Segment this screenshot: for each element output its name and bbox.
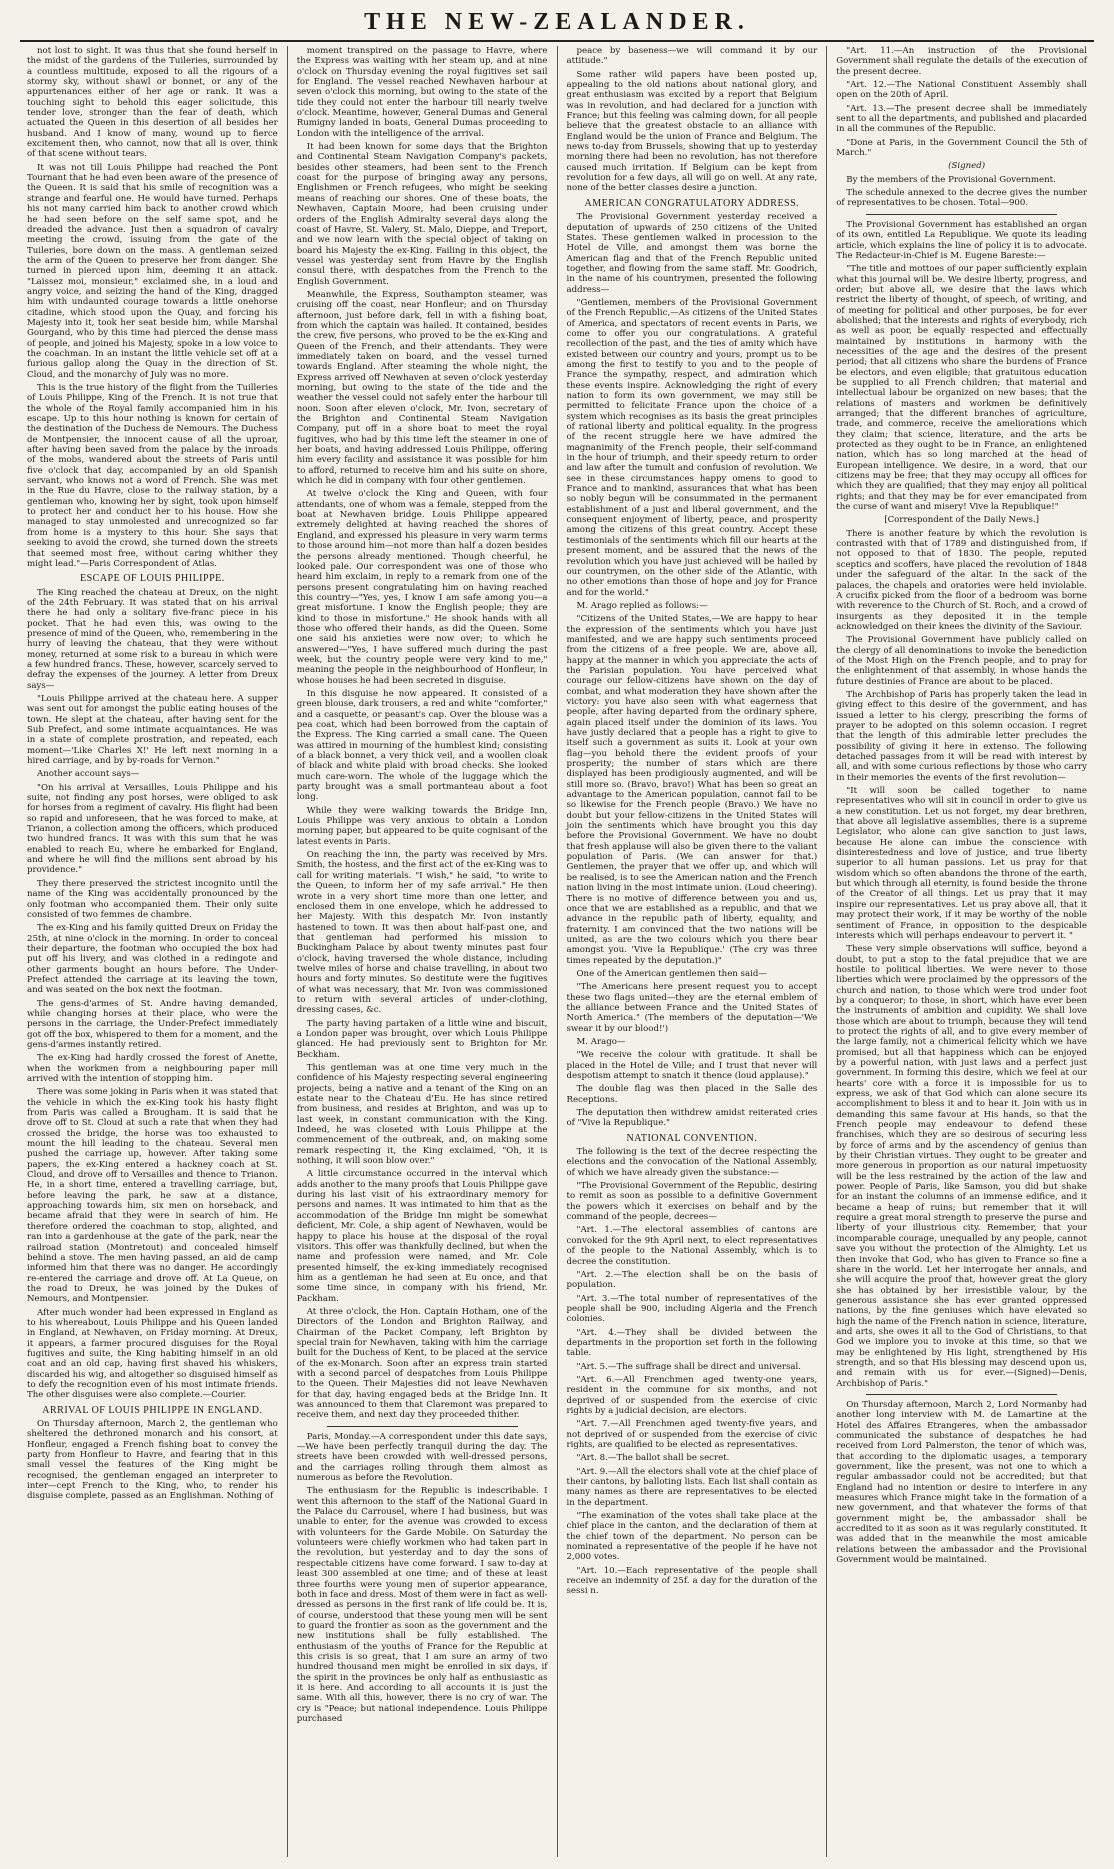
article-paragraph: The enthusiasm for the Republic is indescribable. I went this afternoon to the staff of the National Guard in the Palace du Carrousel, where I had business, but was unable to enter, for the avenue was crowded to excess with volunteers for the Garde Mobile. On Saturday the volunteers were chiefly workmen who had taken part in the revolution, but yesterday and to day the sons of respectable citizens have come forward. I saw to-day at least 300 assembled at one time; and of these at least three fourths were young men of superior appearance, both in face and dress. Most of them were in fact as well-dressed as persons in the first rank of life could be. It is, of course, understood that these young men will be sent to guard the frontier as soon as the government and the new institutions shall be fully established. The enthusiasm of the youths of France for the Republic at this crisis is so great, that I am sure an army of two hundred thousand men might be enrolled in six days, if the spirit in the provinces be only half as enthusiastic as it is here. And according to all accounts it is just the same. With all this, however, there is no cry of war. The cry is "Peace; but national independence. Louis Philippe purchased <box>296 1486 548 1724</box>
article-paragraph: M. Arago replied as follows:— <box>576 600 708 611</box>
article-paragraph: The double flag was then placed in the Salle des Receptions. <box>566 1084 818 1105</box>
article-heading: AMERICAN CONGRATULATORY ADDRESS. <box>584 197 800 209</box>
article-paragraph: These very simple observations will suffice, beyond a doubt, to put a stop to the fatal prejudice that we are hostile to political liberties. We were never to those liberties which were proclaimed by the oppressors of the church and nation, to those which were trod under foot by a conqueror; to those, in short, which have ever been the instruments of ambition and cupidity. We shall love those which are about to triumph, because they will tend to protect the rights of all, and to give every member of the large family, not a chimerical felicity which we have promised, but all that happiness which can be enjoyed by a powerful nation, with just laws and a perfect just government. In forming this desire, which we feel at our hearts' core with a force it is impossible for us to express, we ask of that God which can alone secure its accomplishment to bless it and to hear it. Join with us in demanding this same favour at His hands, so that the French people may endeavour to defend these franchises, which they are so desirous of securing less by force of arms and by the ascendency of genius than by their Christian virtues. They ought to be greater and more generous in proportion as our natural impetuosity will be the less restrained by the action of the law and power. People of Paris, like Samson, you did but shake for an instant the columns of an immense edifice, and it became a heap of ruins; but remember that it will require a great moral strength to preserve the purse and liberty of your illustrious city. Remember, that your incomparable courage, unequalled by any people, cannot save you without the protection of the Almighty. Let us then invoke that God, who has given to France so fine a share in the world. Let her interrogate her annals, and she will acquire the proof that, however great the glory she has obtained by her irresistible valour, by the generous assistance she has ever granted oppressed nations, by the fine geniuses which have elevated so high the name of the French nation in science, literature, and arts, she owes it all to the God of Christians, to that God we implore you to invoke at this time, so that we may be enlightened by His light, strengthened by His strength, and so that His blessing may descend upon us, and remain with us for ever.—(Signed)—Denis, Archbishop of Paris." <box>836 944 1087 1389</box>
article-paragraph: "Art. 9.—All the electors shall vote at the chief place of their cantons, by balloting lists. Each list shall contain as many names as there are representatives to be elected in the department. <box>566 1466 818 1508</box>
column-3 <box>558 46 828 1857</box>
article-paragraph: "The examination of the votes shall take place at the chief place in the canton, and the declaration of them at the chief town of the department. No person can be nominated a representative of the people if he have not 2,000 votes. <box>566 1511 818 1563</box>
article-paragraph: On reaching the inn, the party was received by Mrs. Smith, the hostess, and the first act of the ex-King was to call for writing materials. "I wish," he said, "to write to the Queen, to inform her of my safe arrival." He then wrote in a very short time more than one letter, and enclosed them in one envelope, which he addressed to her Majesty. With this despatch Mr. Ivon instantly hastened to town. It was then about half-past one, and that gentleman had performed his mission to Buckingham Palace by about twenty minutes past four o'clock, having traversed the whole distance, including twelve miles of horse and chaise travelling, in about two hours and forty minutes. So destitute were the fugitives of what was necessary, that Mr. Ivon was commissioned to return with several articles of under-clothing, dressing cases, &c. <box>296 850 548 1016</box>
article-paragraph: "Citizens of the United States,—We are happy to hear the expression of the sentiments which you have just manifested, and we are happy such sentiments proceed from the citizens of a free people. We are, above all, happy at the manner in which you appreciate the acts of the Parisian population. You have perceived what courage our fellow-citizens have shown on the day of combat, and what moderation they have shown after the victory: you have also seen with what eagerness that people, after having departed from the ordinary sphere, again placed itself under the dominion of its laws. You have justly declared that a people has a right to give to itself such a government as suits it. Look at your own flag—you behold there the evident proofs of your prosperity; the number of stars which are there displayed has been prodigiously augmented, and will be still more so. (Bravo, bravo!) What has been so great an advantage to the American population, cannot fail to be so likewise for the French people (Bravo.) We have no doubt but your fellow-citizens in the United States will join the sentiments which have brought you this day before the Provisional Government. We have no doubt that fresh applause will also be given there to the valiant population of Paris. (We can answer for that.) Gentlemen, the prayer that we offer up, and which will be realised, is to see the American nation and the French nation living in the most intimate union. (Loud cheering). There is no motive of difference between you and us, once that we are established as a republic, and that we advance in the republic path of liberty, equality, and fraternity. I am convinced that the two nations will be united, as are the two colours which you there bear amongst you. 'Vive la Republique.' (The cry was three times repeated by the deputation.)" <box>566 614 818 966</box>
article-paragraph: Another account says— <box>37 769 140 780</box>
article-paragraph: There is another feature by which the revolution is contrasted with that of 1789 and distinguished from, if not opposed to that of 1830. The people, reputed sceptics and scoffers, have placed the revolution of 1848 under the safeguard of the altar. In the sack of the palaces, the chapels and oratories were held inviolable. A crucifix picked from the floor of a bedroom was borne with reverence to the Church of St. Roch, and a crowd of insurgents as they deposited it in the temple acknowledged on their knees the divinity of the Saviour. <box>836 528 1087 632</box>
article-paragraph: not lost to sight. It was thus that she found herself in the midst of the gardens of the Tuileries, surrounded by a countless multitude, exposed to all the rigours of a stormy sky, without shawl or bonnet, or any of the appurtenances either of her age or rank. It was a touching sight to behold this eager solicitude, this tender love, stronger than the fear of death, which actuated the Queen in this desertion of all besides her husband. And I know of many, wound up to fierce excitement then, who cannot, now that all is over, think of that scene without tears. <box>27 46 278 160</box>
article-paragraph: "Art. 11.—An instruction of the Provisional Government shall regulate the details of the execution of the present decree. <box>836 46 1087 77</box>
column-1 <box>18 46 288 1857</box>
column-2 <box>288 46 558 1857</box>
article-paragraph: "Art. 8.—The ballot shall be secret. <box>576 1453 730 1464</box>
article-paragraph: The Provisional Government has established an organ of its own, entitled La Republique. We quote its leading article, which explains the line of policy it is to advocate. The Redacteur-in-Chief is M. Eugene Bareste:— <box>836 219 1087 261</box>
article-paragraph: The party having partaken of a little wine and biscuit, a London paper was brought, over which Louis Philippe glanced. He had previously sent to Brighton for Mr. Beckham. <box>296 1018 548 1060</box>
article-paragraph: It had been known for some days that the Brighton and Continental Steam Navigation Company's packets, besides other steamers, had been sent to the French coast for the purpose of bringing away any persons, Englishmen or French refugees, who might be seeking means of reaching our shores. One of these boats, the Newhaven, Captain Moore, had been cruising under orders of the English Admiralty several days along the coast of Havre, St. Valery, St. Malo, Dieppe, and Treport, and we now learn with the special object of taking on board his Majesty the ex-King. Failing in this object, the vessel was yesterday sent from Havre by the English consul there, with despatches from the French to the English Government. <box>296 142 548 287</box>
article-paragraph: By the members of the Provisional Government. <box>846 174 1056 185</box>
article-paragraph: The deputation then withdrew amidst reiterated cries of "Vive la Republique." <box>566 1108 818 1129</box>
article-paragraph: While they were walking towards the Bridge Inn, Louis Philippe was very anxious to obtain a London morning paper, but appeared to be quite cognisant of the latest events in Paris. <box>296 805 548 847</box>
article-paragraph: "The title and mottoes of our paper sufficiently explain what this journal will be. We desire liberty, progress, and order; but above all, we desire that the laws which restrict the liberty of thought, of speech, of writing, and of meeting for political and other purposes, be for ever abolished; that the interests and rights of everybody, rich as well as poor, be equally respected and effectually maintained by institutions in harmony with the necessities of the age and the desires of the present period; that all citizens who share the burdens of France be electors, and even eligible; that gratuitous education be supplied to all French children; that material and intellectual labour be organized on new bases; that the relations of masters and workmen be definitively arranged; that the different branches of agriculture, trade, and commerce, receive the ameliorations which they claim; that science, literature, and the arts be protected as they ought to be in France, an enlightened nation, which has so long marched at the head of European intelligence. We desire, in a word, that our citizens may be free; that they may occupy all offices for which they are qualified; that they may enjoy all political rights; and that they may be for ever emancipated from the curse of want and misery! Vive la Republique!" <box>836 264 1087 513</box>
article-paragraph: "Art. 3.—The total number of representatives of the people shall be 900, including Algeria and the French colonies. <box>566 1293 818 1325</box>
article-paragraph: "Art. 2.—The election shall be on the basis of population. <box>566 1269 818 1291</box>
article-paragraph: "On his arrival at Versailles, Louis Philippe and his suite, not finding any post horses, were obliged to ask for horses from a regiment of cavalry. His flight had been so rapid and unforeseen, that he was forced to make, at Trianon, a collection among the officers, which produced two hundred francs. It was with this sum that he was enabled to reach Eu, where he embarked for England, and where he will find the millions sent abroad by his providence." <box>27 782 278 876</box>
article-paragraph: "Art. 1.—The electoral assemblies of cantons are convoked for the 9th April next, to elect representatives of the people to the National Assembly, which is to decree the constitution. <box>566 1225 818 1267</box>
article-paragraph: There was some joking in Paris when it was stated that the vehicle in which the ex-King took his hasty flight from Paris was called a Brougham. It is said that he drove off to St. Cloud at such a rate that when they had crossed the bridge, the horse was too exhausted to mount the hill leading to the chateau. Several men pushed the carriage up, however. After taking some papers, the ex-King entered a hackney coach at St. Cloud, and drove off to Versailles and thence to Trianon. He, in a short time, entered a travelling carriage, but, before leaving the park, he saw at a distance, approaching towards him, six men on horseback, and became afraid that they were in search of him. He therefore ordered the coachman to stop, alighted, and ran into a gardenhouse at the gate of the park, near the railroad station (Montretout) and concealed himself behind a stove. The men having passed, an aid de camp informed him that there was no danger. He accordingly re-entered the carriage and drove off. At La Queue, on the road to Dreux, he was joined by the Dukes of Nemours, and Montpensier. <box>27 1087 278 1305</box>
article-paragraph: The ex-King had hardly crossed the forest of Anette, when the workmen from a neighbouring paper mill arrived with the intention of stopping him. <box>27 1053 278 1084</box>
article-paragraph: moment transpired on the passage to Havre, where the Express was waiting with her steam up, and at nine o'clock on Thursday evening the royal fugitives set sail for England. The vessel reached Newhaven harbour at seven o'clock this morning, but owing to the state of the tide they could not enter the harbour till nearly twelve o'clock. Meantime, however, General Dumas and General Rumigny landed in boats, General Dumas proceeding to London with the intelligence of the arrival. <box>296 46 548 139</box>
article-paragraph: The schedule annexed to the decree gives the number of representatives to be chosen. Total—900. <box>836 188 1087 209</box>
article-paragraph: This gentleman was at one time very much in the confidence of his Majesty respecting several engineering projects, being a native and a tenant of the King on an estate near to the Chateau d'Eu. He has since retired from business, and resides at Brighton, and was up to last week, in constant communication with the King. Indeed, he was closeted with Louis Philippe at the commencement of the outbreak, and, on making some remark respecting it, the King exclaimed, "Oh, it is nothing, it will soon blow over." <box>296 1063 548 1167</box>
article-paragraph: A little circumstance occurred in the interval which adds another to the many proofs that Louis Philippe gave during his last visit of his extraordinary memory for persons and names. It was intimated to him that as the accommodation of the Bridge Inn might be somewhat deficient, Mr. Cole, a ship agent of Newhaven, would be happy to place his house at the disposal of the royal visitors. This offer was thankfully declined, but when the name and profession were named, and Mr. Cole presented himself, the ex-king immediately recognised him as a gentleman he had seen at Eu once, and that some time since, in company with his friend, Mr. Packham. <box>296 1169 548 1304</box>
article-paragraph: Meanwhile, the Express, Southampton steamer, was cruising off the coast, near Honfleur; and on Thursday afternoon, just before dark, fell in with a fishing boat, from which the captain was hailed. It contained, besides the crew, five persons, who proved to be the ex-King and Queen of the French, and their attendants. They were immediately taken on board, and the vessel turned towards England. After steaming the whole night, the Express arrived off Newhaven at seven o'clock yesterday morning, but owing to the state of the tide and the weather the vessel could not safely enter the harbour till noon. Soon after eleven o'clock, Mr. Ivon, secretary of the Brighton and Continental Steam Navigation Company, put off in a shore boat to meet the royal fugitives, who had by this time left the steamer in one of her boats, and having addressed Louis Philippe, offering him every facility and assistance it was possible for him to afford, returned to receive him and his suite on shore, which he did in company with four other gentlemen. <box>296 289 548 487</box>
signature-line: (Signed) <box>948 161 986 172</box>
article-paragraph: "Gentlemen, members of the Provisional Government of the French Republic,—As citizens of the United States of America, and spectators of recent events in Paris, we come to offer you our congratulations. A grateful recollection of the past, and the ties of amity which have existed between our country and yours, prompt us to be among the first to testify to you and to the people of France the sympathy, respect, and admiration which these events inspire. Acknowledging the right of every nation to form its own government, we may still be permitted to felicitate France upon the choice of a system which recognises as its basis the great principles of rational liberty and political equality. In the progress of the recent struggle here we have admired the magnanimity of the French people, their self-command in the hour of triumph, and their speedy return to order and law after the tumult and confusion of revolution. We see in these circumstances happy omens to good to France and to mankind, assurances that what has been so nobly begun will be consummated in the permanent establishment of a just and liberal government, and the consequent enjoyment of liberty, peace, and prosperity among the citizens of this great country. Accept these testimonials of the sentiments which fill our hearts at the present moment, and be assured that the news of the revolution which you have just achieved will be hailed by our countrymen, on the other side of the Atlantic, with no other emotions than those of hope and joy for France and for the world." <box>566 297 818 598</box>
article-heading: NATIONAL CONVENTION. <box>626 1132 758 1144</box>
article-paragraph: On Thursday afternoon, March 2, the gentleman who sheltered the dethroned monarch and his consort, at Honfleur, engaged a French fishing boat to convey the party from Honfleur to Havre, and fearing that in this small vessel the features of the King might be recognised, the gentleman engaged an interpreter to inter—cept French to the King, who, to render his disguise complete, passed as an Englishman. Nothing of <box>27 1419 278 1502</box>
column-divider-rule <box>327 1426 518 1427</box>
article-paragraph: "Art. 6.—All Frenchmen aged twenty-one years, resident in the commune for six months, and not deprived of or suspended from the exercise of civic rights by a judicial decision, are electors. <box>566 1374 818 1416</box>
article-paragraph: The ex-King and his family quitted Dreux on Friday the 25th, at nine o'clock in the morning. In order to conceal their departure, the footman who occupied the box had put off his livery, and was clothed in a redingote and other garments bought an hours before. The Under-Prefect attended the carriage at its leaving the town, and was seated on the box next the footman. <box>27 923 278 996</box>
newspaper-title: THE NEW-ZEALANDER. <box>364 9 750 35</box>
article-paragraph: "Louis Philippe arrived at the chateau here. A supper was sent out for amongst the public eating houses of the town. He slept at the chateau, after having sent for the Sub Prefect, and some intimate acquaintances. He was in a state of complete prostration, and repeated, each moment—'Like Charles X!' He left next morning in a hired carriage, and by by-roads for Vernon." <box>27 693 278 767</box>
column-4 <box>827 46 1096 1857</box>
article-paragraph: The King reached the chateau at Dreux, on the night of the 24th February. It was stated that on his arrival there he had only a solitary five-franc piece in his pocket. That he had even this, was owing to the presence of mind of the Queen, who, remembering in the hurry of leaving the chateau, that they were without money, returned at some risk to a bureau in which were a few hundred francs. These, however, scarcely served to defray the expenses of the journey. A letter from Dreux says— <box>27 587 278 691</box>
article-paragraph: After much wonder had been expressed in England as to his whereabout, Louis Philippe and his Queen landed in England, at Newhaven, on Friday morning. At Dreux, it appears, a farmer procured disguises for the Royal fugitives and suite, the King habiting himself in an old coat and an old cap, having first shaved his whiskers, discarded his wig, and altogether so disguised himself as to defy the recognition even of his most intimate friends. The other disguises were also complete.—Courier. <box>27 1307 278 1401</box>
article-heading: ESCAPE OF LOUIS PHILIPPE. <box>80 573 225 585</box>
article-paragraph: "Art. 10.—Each representative of the people shall receive an indemnity of 25f. a day for the duration of the sessi n. <box>566 1565 818 1597</box>
article-paragraph: M. Arago— <box>576 1036 626 1047</box>
article-paragraph: It was not till Louis Philippe had reached the Pont Tournant that he had even been aware of the presence of the Queen. It is said that his smile of recognition was a strange and fearful one. He would have turned. Perhaps his not many carried him back to another crowd which he had seen before on the self same spot, and he dreaded the advance. Just then a squadron of cavalry meeting the crowd, issuing from the gate of the Tuileries, bore down on the mass. A gentleman seized the arm of the Queen to preserve her from danger. She turned in pierced upon him, deeming it an attack. "Laissez moi, monsieur," exclaimed she, in a loud and angry voice, and seizing the hand of the King, dragged him with undaunted courage towards a little onehorse citadine, which stood upon the Quay, and forcing his Majesty into it, took her seat beside him, while Marshal Gourgand, who by this time had pierced the dense mass of people, and joined his Majesty, spoke in a low voice to the coachman. In an instant the little vehicle set off at a furious gallop along the Quay in the direction of St. Cloud, and the monarchy of July was no more. <box>27 162 278 380</box>
article-paragraph: "Art. 13.—The present decree shall be immediately sent to all the departments, and published and placarded in all the communes of the Republic. <box>836 103 1087 135</box>
column-divider-rule <box>866 214 1057 215</box>
article-paragraph: At twelve o'clock the King and Queen, with four attendants, one of whom was a female, stepped from the boat at Newhaven bridge. Louis Philippe appeared extremely delighted at having reached the shores of England, and expressed his pleasure in very warm terms to those around him—not more than half a dozen besides the persons already mentioned. Though cheerful, he looked pale. Our correspondent was one of those who heard him exclaim, in reply to a remark from one of the persons present congratulating him on having reached this country—"Yes, yes, I know I am safe among you—a great misfortune. I know the English people; they are kind to those in misfortune." He shook hands with all those who offered their hands, as did the Queen. Some one said his anxieties were now over; to which he answered—"Yes, I have suffered much during the past week, but the country people were very kind to me," meaning the people in the neighbourhood of Honfleur, in whose houses he had been secreted in disguise. <box>296 489 548 686</box>
masthead <box>20 6 1094 42</box>
article-paragraph: The Provisional Government have publicly called on the clergy of all denominations to invoke the benediction of the Most High on the French people, and to pray for the enlightenment of that assembly, in whose hands the future destinies of France are about to be placed. <box>836 635 1087 687</box>
article-paragraph: On Thursday afternoon, March 2, Lord Normanby had another long interview with M. de Lamartine at the Hotel des Affaires Etrangeres, when the ambassador communicated the substance of despatches he had received from Lord Palmerston, the tenor of which was, that according to the diplomatic usages, a temporary government, like the present, was not one to which a regular ambassador could not be accredited; but that England had no intention or desire to interfere in any measures which France might take in the formation of a new government, and that whatever the forms of that government might be, the ambassador shall be accredited to it as soon as it was regularly constituted. It was added that in the meanwhile the most amicable relations between the ambassador and the Provisional Government would be maintained. <box>836 1399 1087 1566</box>
article-paragraph: "We receive the colour with gratitude. It shall be placed in the Hotel de Ville; and I trust that never will despotism attempt to snatch it thence (loud applause)." <box>566 1050 818 1081</box>
article-paragraph: One of the American gentlemen then said— <box>576 968 767 979</box>
article-paragraph: At three o'clock, the Hon. Captain Hotham, one of the Directors of the London and Brighton Railway, and Chairman of the Packet Company, left Brighton by special train for Newhaven, taking with him the carriage built for the Duchess of Kent, to be placed at the service of the ex-Monarch. Soon after an express train started with a second parcel of despatches from Louis Philippe to the Queen. Their Majesties did not leave Newhaven for that day, having engaged beds at the Bridge Inn. It was announced to them that Claremont was prepared to receive them, and next day they proceeded thither. <box>296 1306 548 1421</box>
article-paragraph: Paris, Monday.—A correspondent under this date says,—We have been perfectly tranquil during the day. The streets have been crowded with well-dressed persons, and the carriages rolling through them almost as numerous as before the Revolution. <box>296 1431 548 1484</box>
article-paragraph: "Art. 12.—The National Constituent Assembly shall open on the 20th of April. <box>836 80 1087 101</box>
article-paragraph: The Provisional Government yesterday received a deputation of upwards of 250 citizens of the United States. These gentlemen walked in procession to the Hotel de Ville, and amongst them was borne the American flag and that of the French Republic united together, and flowing from the same staff. Mr. Goodrich, in the name of his countrymen, presented the following address— <box>566 212 818 295</box>
article-paragraph: "Art. 7.—All Frenchmen aged twenty-five years, and not deprived of or suspended from the exercise of civic rights, are qualified to be elected as representatives. <box>566 1419 818 1450</box>
column-divider-rule <box>866 1394 1057 1395</box>
article-paragraph: "The Americans here present request you to accept these two flags united—they are the eternal emblem of the alliance between France and the United States of North America." (The members of the deputation—'We swear it by our blood!') <box>566 982 818 1034</box>
article-paragraph: The following is the text of the decree respecting the elections and the convocation of the National Assembly, of which we have already given the substance:— <box>566 1147 818 1178</box>
article-paragraph: "Done at Paris, in the Government Council the 5th of March." <box>836 137 1087 159</box>
article-paragraph: "The Provisional Government of the Republic, desiring to remit as soon as possible to a definitive Government the powers which it exercises on behalf and by the command of the people, decrees— <box>566 1181 818 1223</box>
columns-container <box>18 46 1096 1857</box>
article-paragraph: They there preserved the strictest incognito until the name of the King was accidentally pronounced by the only footman who accompanied them. Their only suite consisted of two femmes de chambre. <box>27 878 278 920</box>
correspondent-credit: [Correspondent of the Daily News.] <box>884 515 1040 526</box>
article-paragraph: The gens-d'armes of St. Andre having demanded, while changing horses at their place, who were the persons in the carriage, the Under-Prefect immediately got off the box, whispered to them for a moment, and the gens-d'armes instantly retired. <box>27 998 278 1050</box>
article-paragraph: The Archbishop of Paris has properly taken the lead in giving effect to this desire of the government, and has issued a letter to his clergy, prescribing the forms of prayer to be adopted on this solemn occasion. I regret that the length of this admirable letter precludes the possibility of giving it here in extenso. The following detached passages from it will be read with interest by all, and with some curious reflections by those who carry in their memories the events of the first revolution— <box>836 689 1087 783</box>
article-paragraph: "It will soon be called together to name representatives who will sit in council in order to give us a new constitution. Let us not forget, my dear brethren, that above all legislative assemblies, there is a supreme Legislator, who alone can give sanction to just laws, because He alone can imbue the conscience with disinterestedness and love of justice, and true liberty superior to all human passions. Let us pray for that wisdom which so often abandons the throne of the earth, but which through all eternity, is found beside the throne of the Creator of all things. Let us pray that it may inspire our representatives. Let us pray above all, that it may protect their work, if it may be worthy of the noble sentiment of France, in opposition to the despicable interests which will perhaps endeavour to pervert it. " <box>836 786 1087 941</box>
article-paragraph: "Art. 5.—The suffrage shall be direct and universal. <box>576 1361 801 1372</box>
article-paragraph: In this disguise he now appeared. It consisted of a green blouse, dark trousers, a red and white "comforter," and a casquette, or peasant's cap. Over the blouse was a pea coat, which had been borrowed from the captain of the Express. The King carried a small cane. The Queen was attired in mourning of the humblest kind; consisting of a black bonnet, a very thick veil, and a woollen cloak of black and white plaid with broad checks. She looked much care-worn. The whole of the luggage which the party brought was a small portmanteau about a foot long. <box>296 688 548 803</box>
article-heading: ARRIVAL OF LOUIS PHILIPPE IN ENGLAND. <box>42 1404 263 1416</box>
article-paragraph: This is the true history of the flight from the Tuilleries of Louis Philippe, King of the French. It is not true that the whole of the Royal family accompanied him in his escape. Up to this hour nothing is known for certain of the destination of the Duchess de Nemours. The Duchess de Montpensier, the innocent cause of all the uproar, after having been saved from the palace by the inroads of the mobs, wandered about the streets of Paris until five o'clock that day, accompanied by an old Spanish servant, who knows not a word of French. She was met in the Rue du Havre, close to the railway station, by a gentleman who, knowing her by sight, took upon himself to protect her and conduct her to his house. How she managed to stay unmolested and unrecognized so far from home is a mystery to this hour. She says that seeking to avoid the crowd, she turned down the streets that seemed most free, without caring whither they might lead."—Paris Correspondent of Atlas. <box>27 383 278 569</box>
article-paragraph: peace by baseness—we will command it by our attitude." <box>566 46 818 67</box>
article-paragraph: "Art. 4.—They shall be divided between the departments in the proportion set forth in the following table. <box>566 1327 818 1359</box>
article-paragraph: Some rather wild papers have been posted up, appealing to the old nations about national glory, and great enthusiasm was excited by a report that Belgium was in revolution, and had declared for a junction with France; but this feeling was calming down, for all people believe that the greatest obstacle to an alliance with England would be the union of France and Belgium. The news to-day from Brussels, showing that up to yesterday morning there had been no revolution, has not therefore caused much irritation. If Belgium can be kept from revolution for a few days, all will go on well. At any rate, none of the better classes desire a junction. <box>566 69 818 194</box>
